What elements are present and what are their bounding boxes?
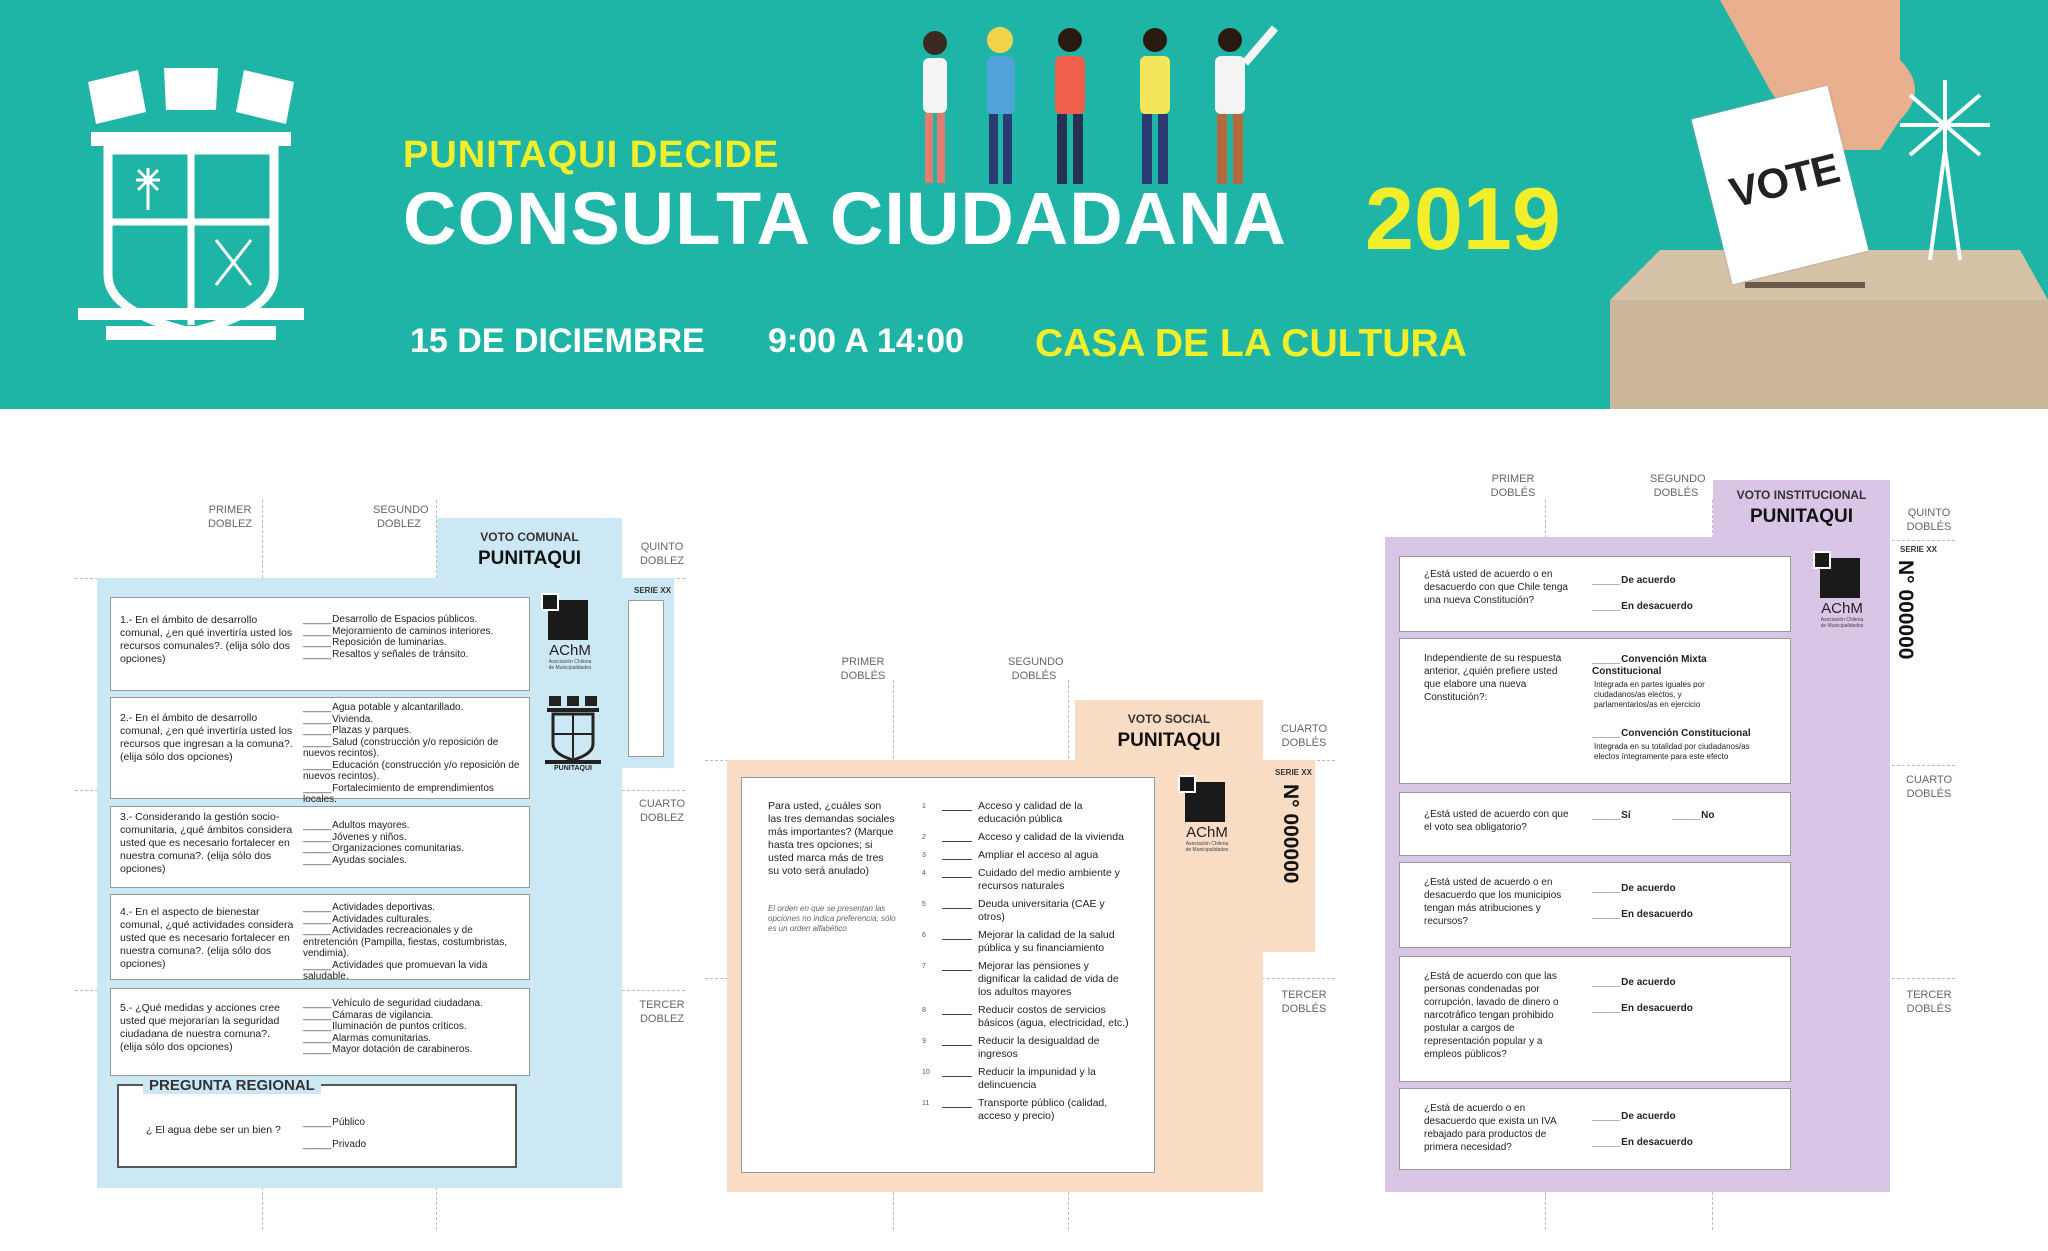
option[interactable] (922, 1035, 1132, 1061)
option-label: Transporte público (calidad, acceso y precio) (978, 1097, 1108, 1122)
option[interactable]: ______ Agua potable y alcantarillado. (303, 702, 528, 714)
option[interactable]: ______ Vivienda. (303, 714, 528, 726)
banner-place: CASA DE LA CULTURA (1035, 322, 1467, 365)
fold-label-primer: PRIMER DOBLÉS (1490, 473, 1536, 499)
option[interactable]: ______ Mayor dotación de carabineros. (303, 1044, 528, 1056)
option-label: Acceso y calidad de la vivienda (978, 831, 1124, 843)
serie-label: SERIE XX (634, 586, 671, 595)
achm-logo (1820, 558, 1864, 629)
institucional-tab-label (1713, 480, 1890, 528)
option-label: ______ Convención Constitucional (1592, 728, 1777, 740)
inst-q5-text: ¿Está de acuerdo con que las personas condenadas por corrupción, lavado de dinero o narcotráfico tengan prohibido postular a cargos de representación popular y a empleos públicos? (1424, 971, 1559, 1060)
social-options (922, 800, 1132, 1128)
option-number: 1 (922, 803, 926, 810)
comunal-q1-text: 1.- En el ámbito de desarrollo comunal, ¿en qué invertiría usted los recursos comunales?. (elija sólo dos opciones) (120, 614, 293, 665)
option-label: Reducir la impunidad y la delincuencia (978, 1066, 1096, 1091)
social-tab-name: PUNITAQUI (1117, 730, 1221, 751)
comunal-tab-title: VOTO COMUNAL (480, 530, 579, 544)
banner-subtitle: PUNITAQUI DECIDE (403, 134, 780, 176)
option[interactable]: ______ Educación (construcción y/o reposición de nuevos recintos). (303, 760, 528, 783)
inst-q2-note-1: Integrada en partes iguales por ciudadanos/as electos, y parlamentarios/as en ejercicio (1594, 680, 1705, 709)
banner (0, 0, 2048, 409)
option[interactable]: ______ Fortalecimiento de emprendimientos locales. (303, 783, 528, 806)
option-number: 10 (922, 1069, 930, 1076)
option[interactable] (922, 849, 1132, 862)
option[interactable]: ______ De acuerdo (1592, 568, 1772, 594)
option[interactable]: ______ En desacuerdo (1592, 594, 1772, 620)
option-label: Ampliar el acceso al agua (978, 849, 1099, 861)
punitaqui-crest-icon (545, 694, 601, 772)
regional-title: PREGUNTA REGIONAL (143, 1077, 321, 1094)
regional-question: ¿ El agua debe ser un bien ? (146, 1124, 281, 1136)
option[interactable]: ______ Cámaras de vigilancia. (303, 1010, 528, 1022)
option-label: Cuidado del medio ambiente y recursos naturales (978, 867, 1120, 892)
option[interactable]: ______ Mejoramiento de caminos interiores. (303, 626, 528, 638)
fold-label-cuarto: CUARTO DOBLÉS (1905, 774, 1953, 800)
option[interactable] (922, 1066, 1132, 1092)
option-label: ______ Sí (1592, 810, 1631, 822)
fold-label-cuarto: CUARTO DOBLÉS (1280, 723, 1328, 749)
banner-date: 15 DE DICIEMBRE (410, 322, 705, 360)
social-tab-label (1075, 700, 1263, 752)
option[interactable] (922, 867, 1132, 893)
comunal-q2-options (303, 702, 528, 806)
option-number: 3 (922, 852, 926, 859)
option[interactable]: ______ Iluminación de puntos críticos. (303, 1021, 528, 1033)
vote-card-label: VOTE (1724, 144, 1844, 217)
ballot-number: N° 000000 (1894, 560, 1917, 660)
option[interactable]: ______ Actividades recreacionales y de entretención (Pampilla, fiestas, costumbristas, vendimia). (303, 925, 528, 960)
serie-box (628, 600, 664, 757)
option[interactable] (922, 929, 1132, 955)
institucional-tab-name: PUNITAQUI (1749, 506, 1854, 527)
achm-name: AChM (1186, 824, 1228, 841)
achm-subtitle: Asociación Chilena de Municipalidades (1185, 841, 1229, 853)
option[interactable]: ______ Ayudas sociales. (303, 855, 528, 867)
option-label: ______ Convención Mixta Constitucional (1592, 654, 1777, 677)
achm-logo (1185, 782, 1229, 853)
achm-name: AChM (549, 642, 591, 659)
fold-label-quinto: QUINTO DOBLEZ (639, 541, 684, 567)
fold-label-primer: PRIMER DOBLEZ (207, 504, 252, 530)
serie-label: SERIE XX (1275, 768, 1312, 777)
achm-logo-icon (1820, 558, 1860, 598)
option[interactable] (922, 1097, 1132, 1123)
option-label: Mejorar la calidad de la salud pública y su financiamiento (978, 929, 1115, 954)
comunal-q5-options (303, 998, 528, 1056)
inst-q1-options (1592, 568, 1772, 620)
fold-label-primer: PRIMER DOBLÉS (840, 656, 886, 682)
fold-label-tercer: TERCER DOBLÉS (1281, 989, 1327, 1015)
option-number: 9 (922, 1038, 926, 1045)
option-number: 7 (922, 963, 926, 970)
comunal-q4-options (303, 902, 528, 983)
option-label: Reducir costos de servicios básicos (agua, electricidad, etc.) (978, 1004, 1129, 1029)
fold-label-cuarto: CUARTO DOBLEZ (638, 798, 686, 824)
option-number: 4 (922, 870, 926, 877)
achm-name: AChM (1821, 600, 1863, 617)
option[interactable]: ______ De acuerdo (1592, 970, 1772, 996)
fold-label-segundo: SEGUNDO DOBLÉS (1650, 473, 1706, 499)
ballot-number: N° 000000 (1279, 784, 1302, 884)
option[interactable]: ______ Plazas y parques. (303, 725, 528, 737)
option[interactable] (922, 831, 1132, 844)
option[interactable]: ______ Actividades que promuevan la vida saludable. (303, 960, 528, 983)
serie-label: SERIE XX (1900, 545, 1937, 554)
crest-caption: PUNITAQUI (554, 765, 592, 772)
achm-subtitle: Asociación Chilena de Municipalidades (548, 659, 592, 671)
option[interactable]: ______ Adultos mayores. (303, 820, 528, 832)
banner-year: 2019 (1365, 169, 1561, 268)
fold-label-tercer: TERCER DOBLÉS (1906, 989, 1952, 1015)
fold-label-quinto: QUINTO DOBLÉS (1906, 507, 1952, 533)
inst-q4-text: ¿Está usted de acuerdo o en desacuerdo que los municipios tengan más atribuciones y recursos? (1424, 877, 1562, 927)
option[interactable] (922, 960, 1132, 999)
option[interactable]: ______ Reposición de luminarias. (303, 637, 528, 649)
comunal-tab-label (437, 518, 622, 570)
option[interactable]: ______ Vehículo de seguridad ciudadana. (303, 998, 528, 1010)
inst-q3-option-2[interactable] (1672, 810, 1715, 822)
inst-q6-text: ¿Está de acuerdo o en desacuerdo que exista un IVA rebajado para productos de primera necesidad? (1424, 1103, 1557, 1153)
inst-q3-text: ¿Está usted de acuerdo con que el voto sea obligatorio? (1424, 809, 1569, 833)
option[interactable]: ______ De acuerdo (1592, 876, 1772, 902)
option[interactable]: ______ Jóvenes y niños. (303, 832, 528, 844)
option[interactable]: ______ En desacuerdo (1592, 996, 1772, 1022)
option[interactable]: ______ Actividades deportivas. (303, 902, 528, 914)
comunal-q3-text: 3.- Considerando la gestión socio-comunitaria, ¿qué ámbitos considera usted que es necesario fortalecer en nuestra comuna?. (elija sólo dos opciones) (120, 811, 293, 875)
option[interactable]: ______ Alarmas comunitarias. (303, 1033, 528, 1045)
option-label: Deuda universitaria (CAE y otros) (978, 898, 1105, 923)
option[interactable]: ______ De acuerdo (1592, 1104, 1772, 1130)
comunal-q2-text: 2.- En el ámbito de desarrollo comunal, ¿en qué invertiría usted los recursos que ingresan a la comuna?. (elija sólo dos opciones) (120, 712, 293, 763)
social-note: El orden en que se presentan las opciones no indica preferencia, sólo es un orden alfabético (768, 904, 896, 933)
option[interactable]: ______ En desacuerdo (1592, 1130, 1772, 1156)
option[interactable]: ______ Resaltos y señales de tránsito. (303, 649, 528, 661)
option[interactable]: ______ Público (303, 1112, 453, 1134)
achm-logo-icon (548, 600, 588, 640)
option-label: ______ No (1672, 810, 1715, 822)
inst-q4-options (1592, 876, 1772, 928)
institucional-tab-title: VOTO INSTITUCIONAL (1736, 488, 1867, 502)
option-number: 11 (922, 1100, 930, 1107)
option[interactable] (922, 1004, 1132, 1030)
inst-q2-option-2[interactable] (1592, 728, 1777, 740)
fold-label-segundo: SEGUNDO DOBLÉS (1008, 656, 1064, 682)
comunal-tab-name: PUNITAQUI (477, 548, 582, 569)
ballot-box-illustration (1600, 0, 2048, 409)
option[interactable] (922, 898, 1132, 924)
option-label: Acceso y calidad de la educación pública (978, 800, 1083, 825)
option-number: 2 (922, 834, 926, 841)
inst-q6-options (1592, 1104, 1772, 1156)
people-illustration-icon (905, 18, 1285, 193)
comunal-q1-options (303, 614, 528, 660)
inst-q5-options (1592, 970, 1772, 1022)
achm-logo (548, 600, 592, 671)
option[interactable]: ______ Desarrollo de Espacios públicos. (303, 614, 528, 626)
comunal-q4-text: 4.- En el aspecto de bienestar comunal, ¿qué actividades considera usted que es necesario fortalecer en nuestra comuna?. (elija sólo dos opciones) (120, 906, 294, 970)
social-tab-title: VOTO SOCIAL (1127, 712, 1211, 726)
option[interactable]: ______ En desacuerdo (1592, 902, 1772, 928)
option[interactable] (922, 800, 1132, 826)
banner-time: 9:00 A 14:00 (768, 322, 964, 360)
fold-label-tercer: TERCER DOBLEZ (639, 999, 685, 1025)
option[interactable]: ______ Actividades culturales. (303, 914, 528, 926)
option-number: 5 (922, 901, 926, 908)
achm-subtitle: Asociación Chilena de Municipalidades (1820, 617, 1864, 629)
inst-q2-text: Independiente de su respuesta anterior, ¿quién prefiere usted que elabore una nueva Constitución?: (1424, 653, 1562, 703)
option[interactable]: ______ Organizaciones comunitarias. (303, 843, 528, 855)
comunal-q5-text: 5.- ¿Qué medidas y acciones cree usted que mejorarían la seguridad ciudadana de nuestra comuna?. (elija sólo dos opciones) (120, 1002, 280, 1053)
inst-q2-option-1[interactable] (1592, 654, 1777, 677)
inst-q3-option-1[interactable] (1592, 810, 1631, 822)
fold-label-segundo: SEGUNDO DOBLEZ (373, 504, 429, 530)
banner-title: CONSULTA CIUDADANA (403, 177, 1287, 260)
comunal-q3-options (303, 820, 528, 866)
option-number: 8 (922, 1007, 926, 1014)
option[interactable]: ______ Privado (303, 1134, 453, 1156)
option[interactable]: ______ Salud (construcción y/o reposición de nuevos recintos). (303, 737, 528, 760)
option-label: Reducir la desigualdad de ingresos (978, 1035, 1100, 1060)
inst-q1-text: ¿Está usted de acuerdo o en desacuerdo con que Chile tenga una nueva Constitución? (1424, 569, 1568, 606)
regional-options (303, 1112, 453, 1156)
municipal-crest-icon (76, 50, 306, 365)
social-question: Para usted, ¿cuáles son las tres demandas sociales más importantes? (Marque hasta tres opciones; si usted marca más de tres su voto será anulado) (768, 800, 895, 877)
option-label: Mejorar las pensiones y dignificar la calidad de vida de los adultos mayores (978, 960, 1119, 998)
inst-q2-note-2: Integrada en su totalidad por ciudadanos/as electos íntegramente para este efecto (1594, 742, 1750, 761)
achm-logo-icon (1185, 782, 1225, 822)
option-number: 6 (922, 932, 926, 939)
